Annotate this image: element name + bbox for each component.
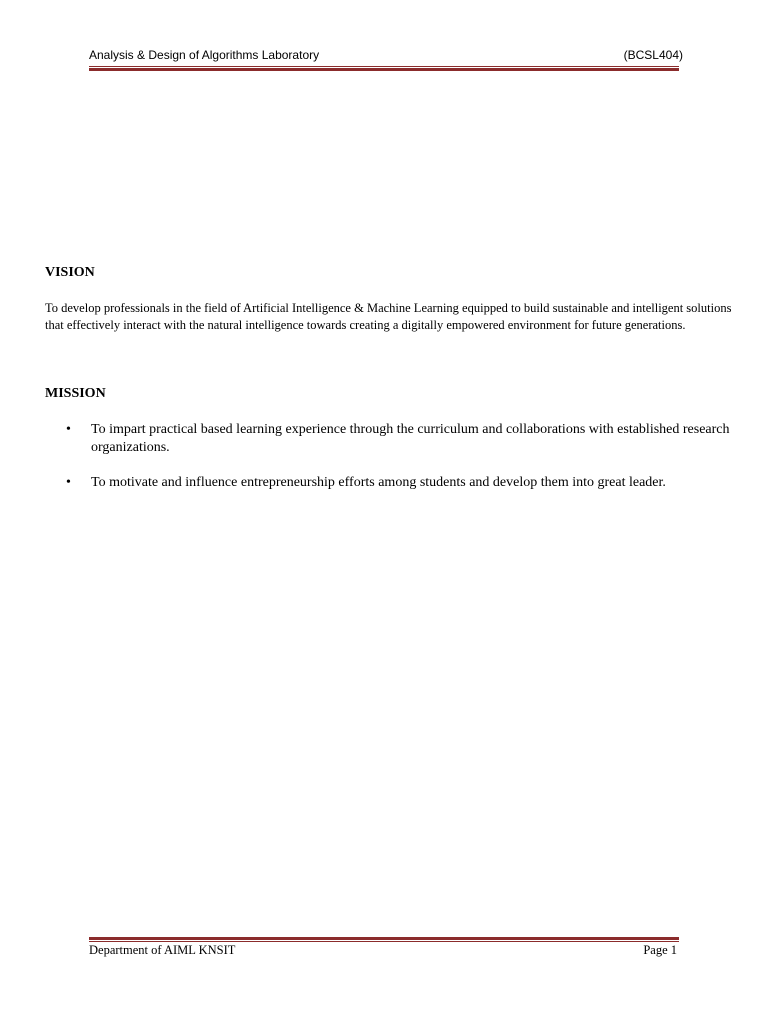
mission-list <box>45 421 745 510</box>
page-number: Page 1 <box>643 943 677 957</box>
mission-item-text: To impart practical based learning experience through the curriculum and collaborations with established research organizations. <box>91 422 730 455</box>
footer-department: Department of AIML KNSIT <box>89 943 236 957</box>
vision-text: To develop professionals in the field of Artificial Intelligence & Machine Learning equipped to build sustainable and intelligent solutions that effectively interact with the natural intelligence towards creating a digitally empowered environment for future generations. <box>45 301 732 332</box>
page-footer <box>89 943 677 961</box>
mission-item-text: To motivate and influence entrepreneurship efforts among students and develop them into great leader. <box>91 475 666 490</box>
header-rule <box>89 66 679 71</box>
vision-heading: VISION <box>45 265 95 280</box>
bullet-icon: • <box>66 422 71 437</box>
page-header <box>89 46 683 64</box>
footer-rule <box>89 937 679 942</box>
mission-item <box>45 474 745 492</box>
header-course-code: (BCSL404) <box>623 48 683 62</box>
header-title: Analysis & Design of Algorithms Laboratory <box>89 48 320 62</box>
mission-heading: MISSION <box>45 386 106 401</box>
mission-item <box>45 421 745 456</box>
bullet-icon: • <box>66 475 71 490</box>
